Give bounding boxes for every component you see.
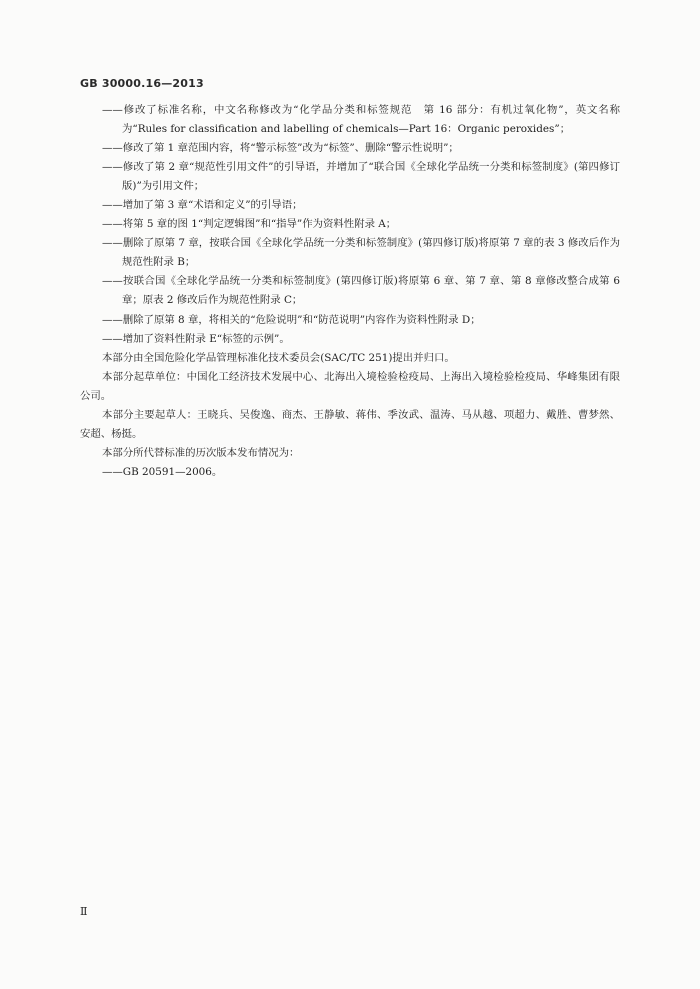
change-item: ——按联合国《全球化学品统一分类和标签制度》(第四修订版)将原第 6 章、第 7 章、第 8 章修改整合成第 6 章；原表 2 修改后作为规范性附录 C； <box>102 275 620 307</box>
change-item: ——修改了第 2 章“规范性引用文件”的引导语，并增加了“联合国《全球化学品统一分类和标签制度》(第四修订版)”为引用文件； <box>102 161 620 193</box>
change-item: ——修改了第 1 章范围内容，将“警示标签”改为“标签”、删除“警示性说明”； <box>102 142 459 155</box>
proposed-by-paragraph: 本部分由全国危险化学品管理标准化技术委员会(SAC/TC 251)提出并归口。 <box>102 351 455 364</box>
change-item: ——将第 5 章的图 1“判定逻辑图”和“指导”作为资料性附录 A； <box>102 218 397 231</box>
page-number: Ⅱ <box>80 905 88 918</box>
change-item: ——增加了资料性附录 E“标签的示例”。 <box>102 332 290 345</box>
drafters-paragraph: 本部分主要起草人：王晓兵、吴俊逸、商杰、王静敏、蒋伟、季汝武、温涛、马从越、项超力、戴胜、曹梦然、安超、杨挺。 <box>80 408 620 440</box>
history-intro-paragraph: 本部分所代替标准的历次版本发布情况为： <box>102 446 300 459</box>
drafting-units-paragraph: 本部分起草单位：中国化工经济技术发展中心、北海出入境检验检疫局、上海出入境检验检疫局、华峰集团有限公司。 <box>80 370 620 402</box>
foreword-content <box>80 101 620 482</box>
document-number: GB 30000.16—2013 <box>80 77 204 90</box>
history-item: ——GB 20591—2006。 <box>102 465 223 478</box>
change-item: ——删除了原第 8 章，将相关的“危险说明”和“防范说明”内容作为资料性附录 D； <box>102 313 481 326</box>
change-item: ——修改了标准名称，中文名称修改为“化学品分类和标签规范 第 16 部分：有机过氧化物”，英文名称为“Rules for classification and labelling of chemicals—Part 16：Organic peroxides”； <box>102 104 620 136</box>
change-item: ——删除了原第 7 章，按联合国《全球化学品统一分类和标签制度》(第四修订版)将原第 7 章的表 3 修改后作为规范性附录 B； <box>102 237 620 269</box>
change-item: ——增加了第 3 章“术语和定义”的引导语； <box>102 199 303 212</box>
